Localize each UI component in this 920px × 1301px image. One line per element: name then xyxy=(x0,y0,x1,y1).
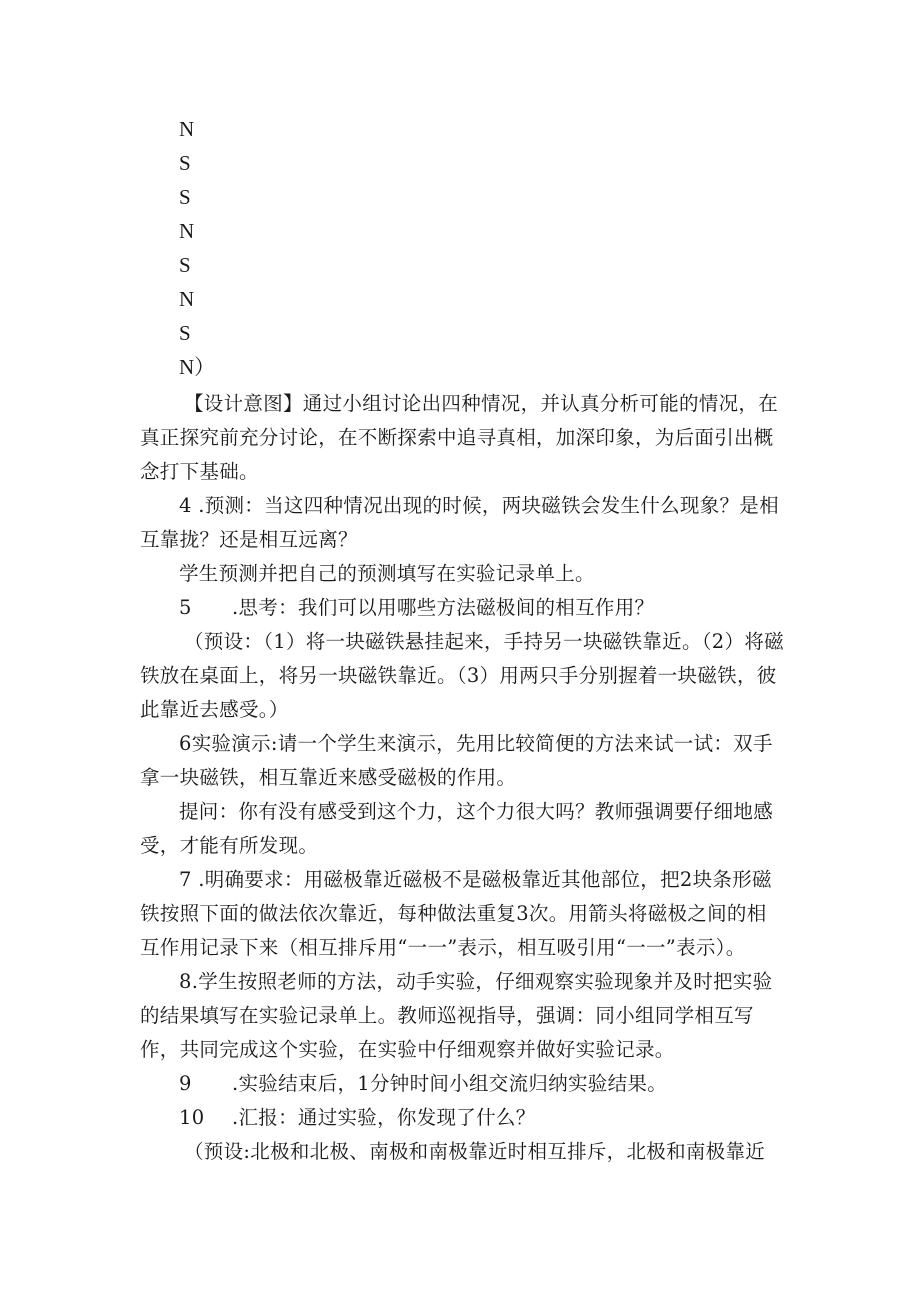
pole-label: N xyxy=(179,117,195,141)
pole-label: S xyxy=(179,151,191,175)
step-4-paragraph: 4 .预测：当这四种情况出现的时候，两块磁铁会发生什么现象？是相互靠拢？还是相互远离？ xyxy=(140,494,779,551)
pole-label: N xyxy=(179,287,195,311)
preset-1-paragraph: （预设：（1）将一块磁铁悬挂起来，手持另一块磁铁靠近。（2）将磁铁放在桌面上，将另一块磁铁靠近。（3）用两只手分别握着一块磁铁，彼此靠近去感受。） xyxy=(140,630,784,721)
step-text: .实验结束后，1分钟时间小组交流归纳实验结果。 xyxy=(232,1072,668,1095)
step-6-paragraph: 6实验演示:请一个学生来演示，先用比较简便的方法来试一试：双手拿一块磁铁，相互靠近来感受磁极的作用。 xyxy=(140,732,773,789)
design-intent-paragraph: 【设计意图】通过小组讨论出四种情况，并认真分析可能的情况，在真正探究前充分讨论，在不断探索中追寻真相，加深印象，为后面引出概念打下基础。 xyxy=(140,392,779,483)
step-8-paragraph: 8.学生按照老师的方法，动手实验，仔细观察实验现象并及时把实验的结果填写在实验记录单上。教师巡视指导，强调：同小组同学相互写作，共同完成这个实验，在实验中仔细观察并做好实验记录。 xyxy=(140,970,773,1061)
step-7-paragraph: 7 .明确要求：用磁极靠近磁极不是磁极靠近其他部位，把2块条形磁铁按照下面的做法依次靠近，每种做法重复3次。用箭头将磁极之间的相互作用记录下来（相互排斥用“一一”表示，相互吸引用“一一”表示）。 xyxy=(140,868,772,959)
step-10-paragraph xyxy=(140,1101,785,1135)
pole-label: S xyxy=(179,321,191,345)
pole-label: S xyxy=(179,253,191,277)
step-text: .思考：我们可以用哪些方法磁极间的相互作用？ xyxy=(232,596,655,619)
pole-label: N xyxy=(179,219,195,243)
step-9-paragraph xyxy=(140,1067,785,1101)
step-4b-paragraph: 学生预测并把自己的预测填写在实验记录单上。 xyxy=(179,562,595,585)
preset-2-paragraph: （预设:北极和北极、南极和南极靠近时相互排斥，北极和南极靠近 xyxy=(184,1140,766,1163)
pole-label: S xyxy=(179,185,191,209)
pole-label: N） xyxy=(179,355,216,379)
question-paragraph: 提问：你有没有感受到这个力，这个力很大吗？教师强调要仔细地感受，才能有所发现。 xyxy=(140,800,774,857)
step-number: 5 xyxy=(179,596,192,619)
step-5-paragraph xyxy=(140,591,785,625)
step-number: 10 xyxy=(179,1106,205,1129)
step-number: 9 xyxy=(179,1072,192,1095)
step-text: .汇报：通过实验，你发现了什么？ xyxy=(232,1106,536,1129)
